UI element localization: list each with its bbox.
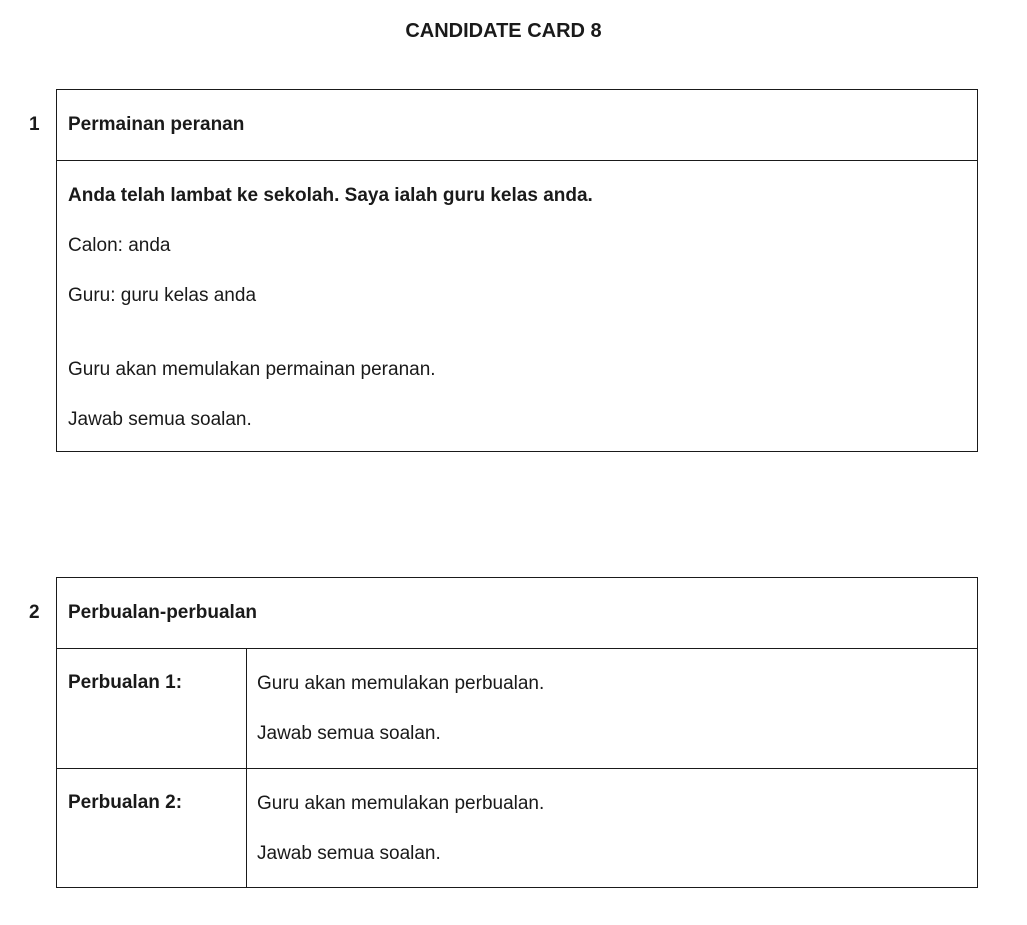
instruction-start: Guru akan memulakan permainan peranan. (68, 359, 436, 380)
conversation-row-1 (57, 649, 977, 769)
conversation-2-text (247, 769, 977, 887)
role-teacher: Guru: guru kelas anda (68, 285, 257, 306)
conversation-1-line-1: Guru akan memulakan perbualan. (257, 673, 545, 694)
conversation-row-2 (57, 769, 977, 887)
conversation-2-line-1: Guru akan memulakan perbualan. (257, 793, 545, 814)
question-number-2: 2 (29, 602, 40, 623)
section-2-box (56, 577, 978, 888)
conversation-1-text (247, 649, 977, 768)
section-1-body (57, 161, 977, 451)
conversation-1-label: Perbualan 1: (57, 649, 247, 768)
section-2-heading: Perbualan-perbualan (57, 578, 977, 649)
conversation-2-label: Perbualan 2: (57, 769, 247, 887)
scenario-text: Anda telah lambat ke sekolah. Saya ialah guru kelas anda. (68, 185, 593, 206)
conversation-1-line-2: Jawab semua soalan. (257, 723, 441, 744)
instruction-answer: Jawab semua soalan. (68, 409, 252, 430)
question-number-1: 1 (29, 114, 40, 135)
page-title: CANDIDATE CARD 8 (405, 20, 602, 42)
conversation-2-line-2: Jawab semua soalan. (257, 843, 441, 864)
section-1-heading: Permainan peranan (57, 90, 977, 161)
section-1-box (56, 89, 978, 452)
role-candidate: Calon: anda (68, 235, 171, 256)
